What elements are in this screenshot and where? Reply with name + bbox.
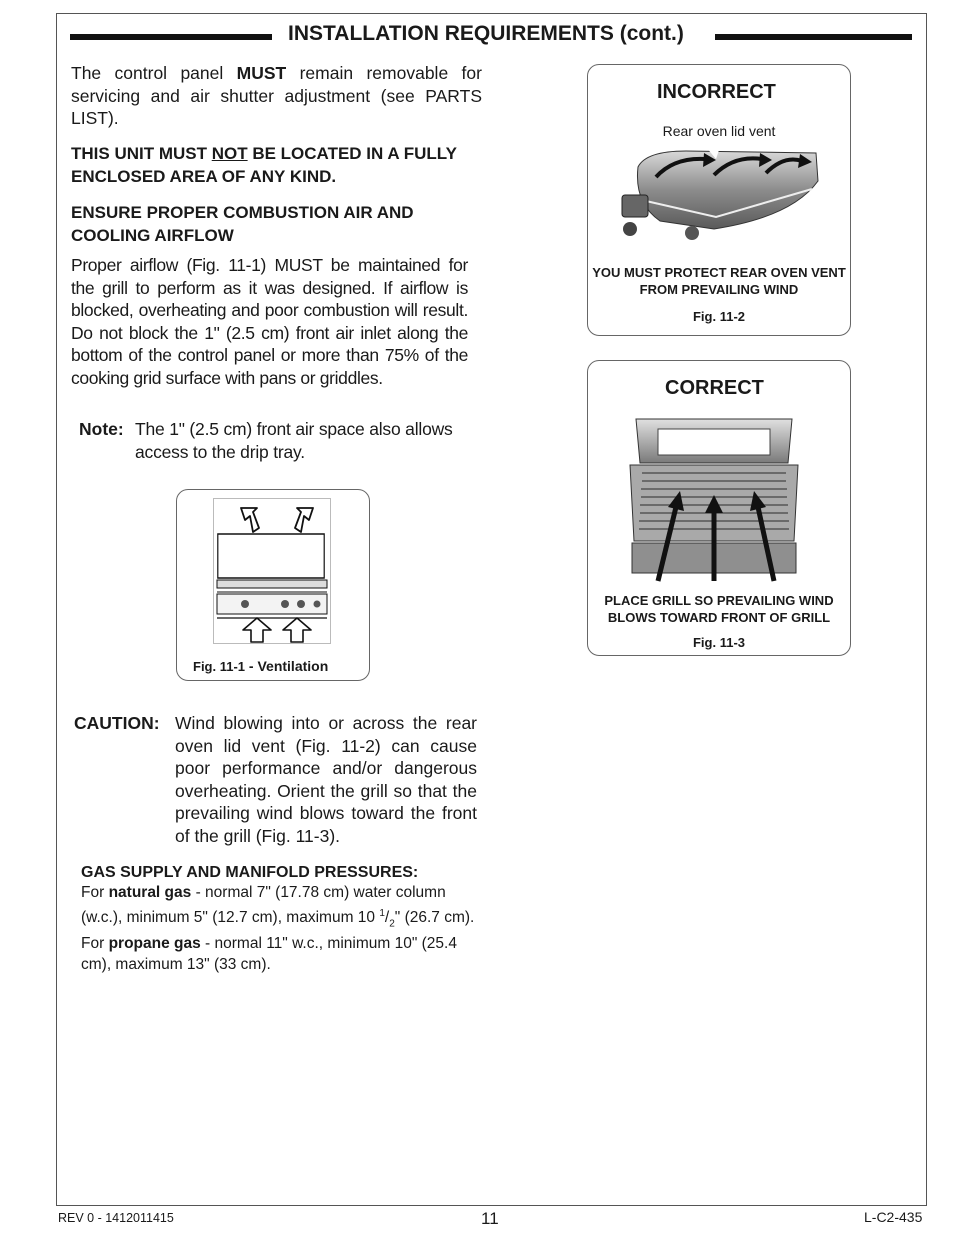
section-title: INSTALLATION REQUIREMENTS (cont.): [288, 22, 684, 45]
gas-text-2: - normal 7" (17.78 cm) water column (w.c.), minimum 5" (12.7 cm), maximum 10: [81, 884, 446, 926]
gas-heading: GAS SUPPLY AND MANIFOLD PRESSURES:: [81, 864, 419, 881]
figure-11-3: [587, 360, 851, 656]
ventilation-diagram: [213, 498, 331, 644]
caution-text: Wind blowing into or across the rear oven lid vent (Fig. 11-2) can cause poor performance and/or dangerous overheating. Orient the grill so that the prevailing wind blows toward the front of the grill (Fig. 11-3).: [175, 713, 477, 846]
warning-not: NOT: [211, 144, 248, 163]
footer-revision: REV 0 - 1412011415: [58, 1211, 174, 1225]
gas-text-1: For: [81, 884, 109, 901]
fraction-slash: /: [384, 908, 390, 926]
title-rule-left: [70, 34, 272, 40]
figure-11-2: [587, 64, 851, 336]
fig-11-2-label: Fig. 11-2: [692, 309, 746, 324]
fraction-denominator: 2: [389, 917, 395, 929]
fig-11-3-caption: PLACE GRILL SO PREVAILING WIND BLOWS TOWARD FRONT OF GRILL: [604, 593, 834, 625]
control-panel-text-start: The control panel: [71, 63, 237, 83]
fig-11-3-label: Fig. 11-3: [692, 635, 746, 650]
enclosure-warning: [71, 143, 491, 188]
doc-code: L-C2-435: [864, 1209, 923, 1225]
fig-11-2-heading: INCORRECT: [657, 81, 776, 103]
note-label: Note:: [79, 419, 124, 439]
combustion-heading: ENSURE PROPER COMBUSTION AIR AND COOLING AIRFLOW: [71, 203, 414, 245]
grill-open-photo: [628, 411, 800, 585]
gas-text-3: " (26.7 cm). For: [81, 908, 475, 953]
control-panel-text-end: remain removable for servicing and air shutter adjustment (see PARTS LIST).: [71, 63, 482, 128]
warning-text-start: THIS UNIT MUST: [71, 144, 212, 163]
note-text: The 1" (2.5 cm) front air space also allows access to the drip tray.: [135, 419, 453, 462]
fraction-numerator: 1: [379, 907, 385, 919]
gas-pressures-paragraph: [81, 883, 484, 975]
figure-11-1: [176, 489, 370, 681]
control-panel-must: MUST: [236, 63, 287, 83]
rear-vent-annotation: Rear oven lid vent: [662, 123, 776, 139]
fig-11-1-caption: [193, 658, 328, 674]
fig-11-1-title: - Ventilation: [245, 658, 329, 674]
page-number: 11: [481, 1209, 499, 1228]
fig-11-2-caption: YOU MUST PROTECT REAR OVEN VENT FROM PREVAILING WIND: [592, 265, 846, 297]
control-panel-paragraph: [71, 62, 482, 130]
fig-11-1-label: Fig. 11-1: [193, 659, 246, 674]
caution-label: CAUTION:: [74, 713, 160, 733]
section-title-row: [70, 22, 912, 52]
propane-gas-term: propane gas: [108, 935, 201, 953]
gas-text-4: - normal 11" w.c., minimum 10" (25.4 cm), maximum 13" (33 cm).: [81, 935, 457, 973]
grill-side-photo: [616, 147, 822, 243]
natural-gas-term: natural gas: [108, 884, 192, 901]
warning-text-end: BE LOCATED IN A FULLY ENCLOSED AREA OF ANY KIND.: [71, 144, 457, 186]
title-rule-right: [715, 34, 912, 40]
fig-11-3-heading: CORRECT: [665, 377, 764, 399]
airflow-paragraph: Proper airflow (Fig. 11-1) MUST be maintained for the grill to perform as it was designed. If airflow is blocked, overheating and poor combustion will result. Do not block the 1" (2.5 cm) front air inlet along the bottom of the control panel or more than 75% of the cooking grid surface with pans or griddles.: [71, 255, 468, 388]
